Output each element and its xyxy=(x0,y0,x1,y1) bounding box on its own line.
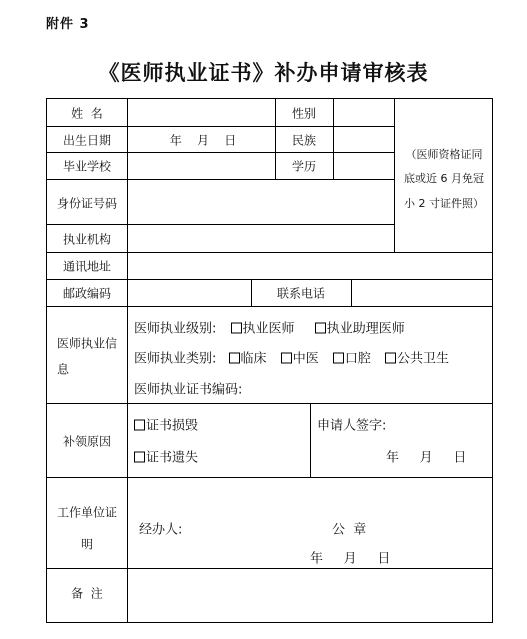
practice-info-label-line-1: 医师执业信 xyxy=(56,336,118,351)
school-field[interactable] xyxy=(131,155,271,177)
option-public-health[interactable]: 公共卫生 xyxy=(385,352,449,367)
column-divider xyxy=(251,279,252,307)
row-divider xyxy=(46,126,395,127)
column-divider xyxy=(394,98,395,253)
row-divider xyxy=(46,224,395,225)
checkbox-icon[interactable] xyxy=(385,353,396,364)
option-clinical[interactable]: 临床 xyxy=(229,352,267,367)
practice-category-label: 医师执业类别: xyxy=(134,351,217,367)
school-label: 毕业学校 xyxy=(62,159,112,174)
employer-cert-label-line-1: 工作单位证 xyxy=(56,505,118,520)
education-field[interactable] xyxy=(335,155,391,177)
gender-field[interactable] xyxy=(335,102,391,124)
checkbox-icon[interactable] xyxy=(134,452,145,463)
column-divider xyxy=(127,98,128,623)
row-divider xyxy=(46,279,493,280)
photo-note-line-3: 小 2 寸证件照） xyxy=(404,197,484,210)
remarks-label: 备 注 xyxy=(71,586,103,601)
page-title: 《医师执业证书》补办申请审核表 xyxy=(98,60,429,85)
photo-note-line-1: （医师资格证同 xyxy=(405,148,483,161)
column-divider xyxy=(333,98,334,180)
birth-date-field[interactable]: 年 月 日 xyxy=(169,133,237,148)
address-label: 通讯地址 xyxy=(62,259,112,274)
handler-label: 经办人: xyxy=(139,522,183,538)
education-label: 学历 xyxy=(291,159,317,174)
option-licensed-physician[interactable]: 执业医师 xyxy=(231,322,295,337)
gender-label: 性别 xyxy=(291,106,317,121)
row-divider xyxy=(46,252,493,253)
row-divider xyxy=(46,179,395,180)
phone-field[interactable] xyxy=(356,282,486,304)
applicant-signature-label: 申请人签字: xyxy=(317,418,387,434)
checkbox-icon[interactable] xyxy=(231,323,242,334)
table-border-left xyxy=(46,98,47,623)
option-dental[interactable]: 口腔 xyxy=(333,352,371,367)
remarks-field[interactable] xyxy=(135,571,485,619)
practice-level-row xyxy=(134,318,405,337)
column-divider xyxy=(310,403,311,478)
employer-cert-label-line-2: 明 xyxy=(80,537,94,552)
applicant-date[interactable]: 年 月 日 xyxy=(386,450,467,466)
row-divider xyxy=(46,477,493,478)
table-border-right xyxy=(492,98,493,623)
practice-info-label-line-2: 息 xyxy=(57,362,70,377)
name-label: 姓 名 xyxy=(71,106,103,121)
checkbox-icon[interactable] xyxy=(315,323,326,334)
row-divider xyxy=(46,152,395,153)
column-divider xyxy=(275,98,276,180)
cert-number-label: 医师执业证书编码: xyxy=(134,382,243,398)
name-field[interactable] xyxy=(131,102,271,124)
row-divider xyxy=(46,403,493,404)
ethnicity-field[interactable] xyxy=(335,129,391,151)
postcode-field[interactable] xyxy=(134,282,244,304)
row-divider xyxy=(46,306,493,307)
option-certificate-lost[interactable]: 证书遗失 xyxy=(134,447,198,466)
option-assistant-physician[interactable]: 执业助理医师 xyxy=(315,322,405,337)
attachment-number: 附件 3 xyxy=(46,17,90,32)
column-divider xyxy=(351,279,352,307)
option-chinese-medicine[interactable]: 中医 xyxy=(281,352,319,367)
ethnicity-label: 民族 xyxy=(291,133,317,148)
row-divider xyxy=(46,568,493,569)
practice-level-label: 医师执业级别: xyxy=(134,321,217,337)
table-border-bottom xyxy=(46,622,493,623)
birth-date-label: 出生日期 xyxy=(62,133,112,148)
checkbox-icon[interactable] xyxy=(134,420,145,431)
photo-note-line-2: 底或近 6 月免冠 xyxy=(404,172,484,185)
checkbox-icon[interactable] xyxy=(281,353,292,364)
option-certificate-damaged[interactable]: 证书损毁 xyxy=(134,415,198,434)
reissue-reason-label: 补领原因 xyxy=(62,434,112,449)
id-number-field[interactable] xyxy=(135,185,385,221)
institution-label: 执业机构 xyxy=(62,232,112,247)
institution-field[interactable] xyxy=(135,228,385,250)
table-border-top xyxy=(46,98,493,99)
checkbox-icon[interactable] xyxy=(333,353,344,364)
postcode-label: 邮政编码 xyxy=(62,286,112,301)
cert-number-row xyxy=(134,379,242,398)
practice-category-row xyxy=(134,348,449,367)
id-number-label: 身份证号码 xyxy=(56,196,118,211)
checkbox-icon[interactable] xyxy=(229,353,240,364)
address-field[interactable] xyxy=(135,255,485,277)
employer-date[interactable]: 年 月 日 xyxy=(310,551,391,567)
official-seal-label: 公 章 xyxy=(332,522,367,538)
phone-label: 联系电话 xyxy=(276,286,326,301)
